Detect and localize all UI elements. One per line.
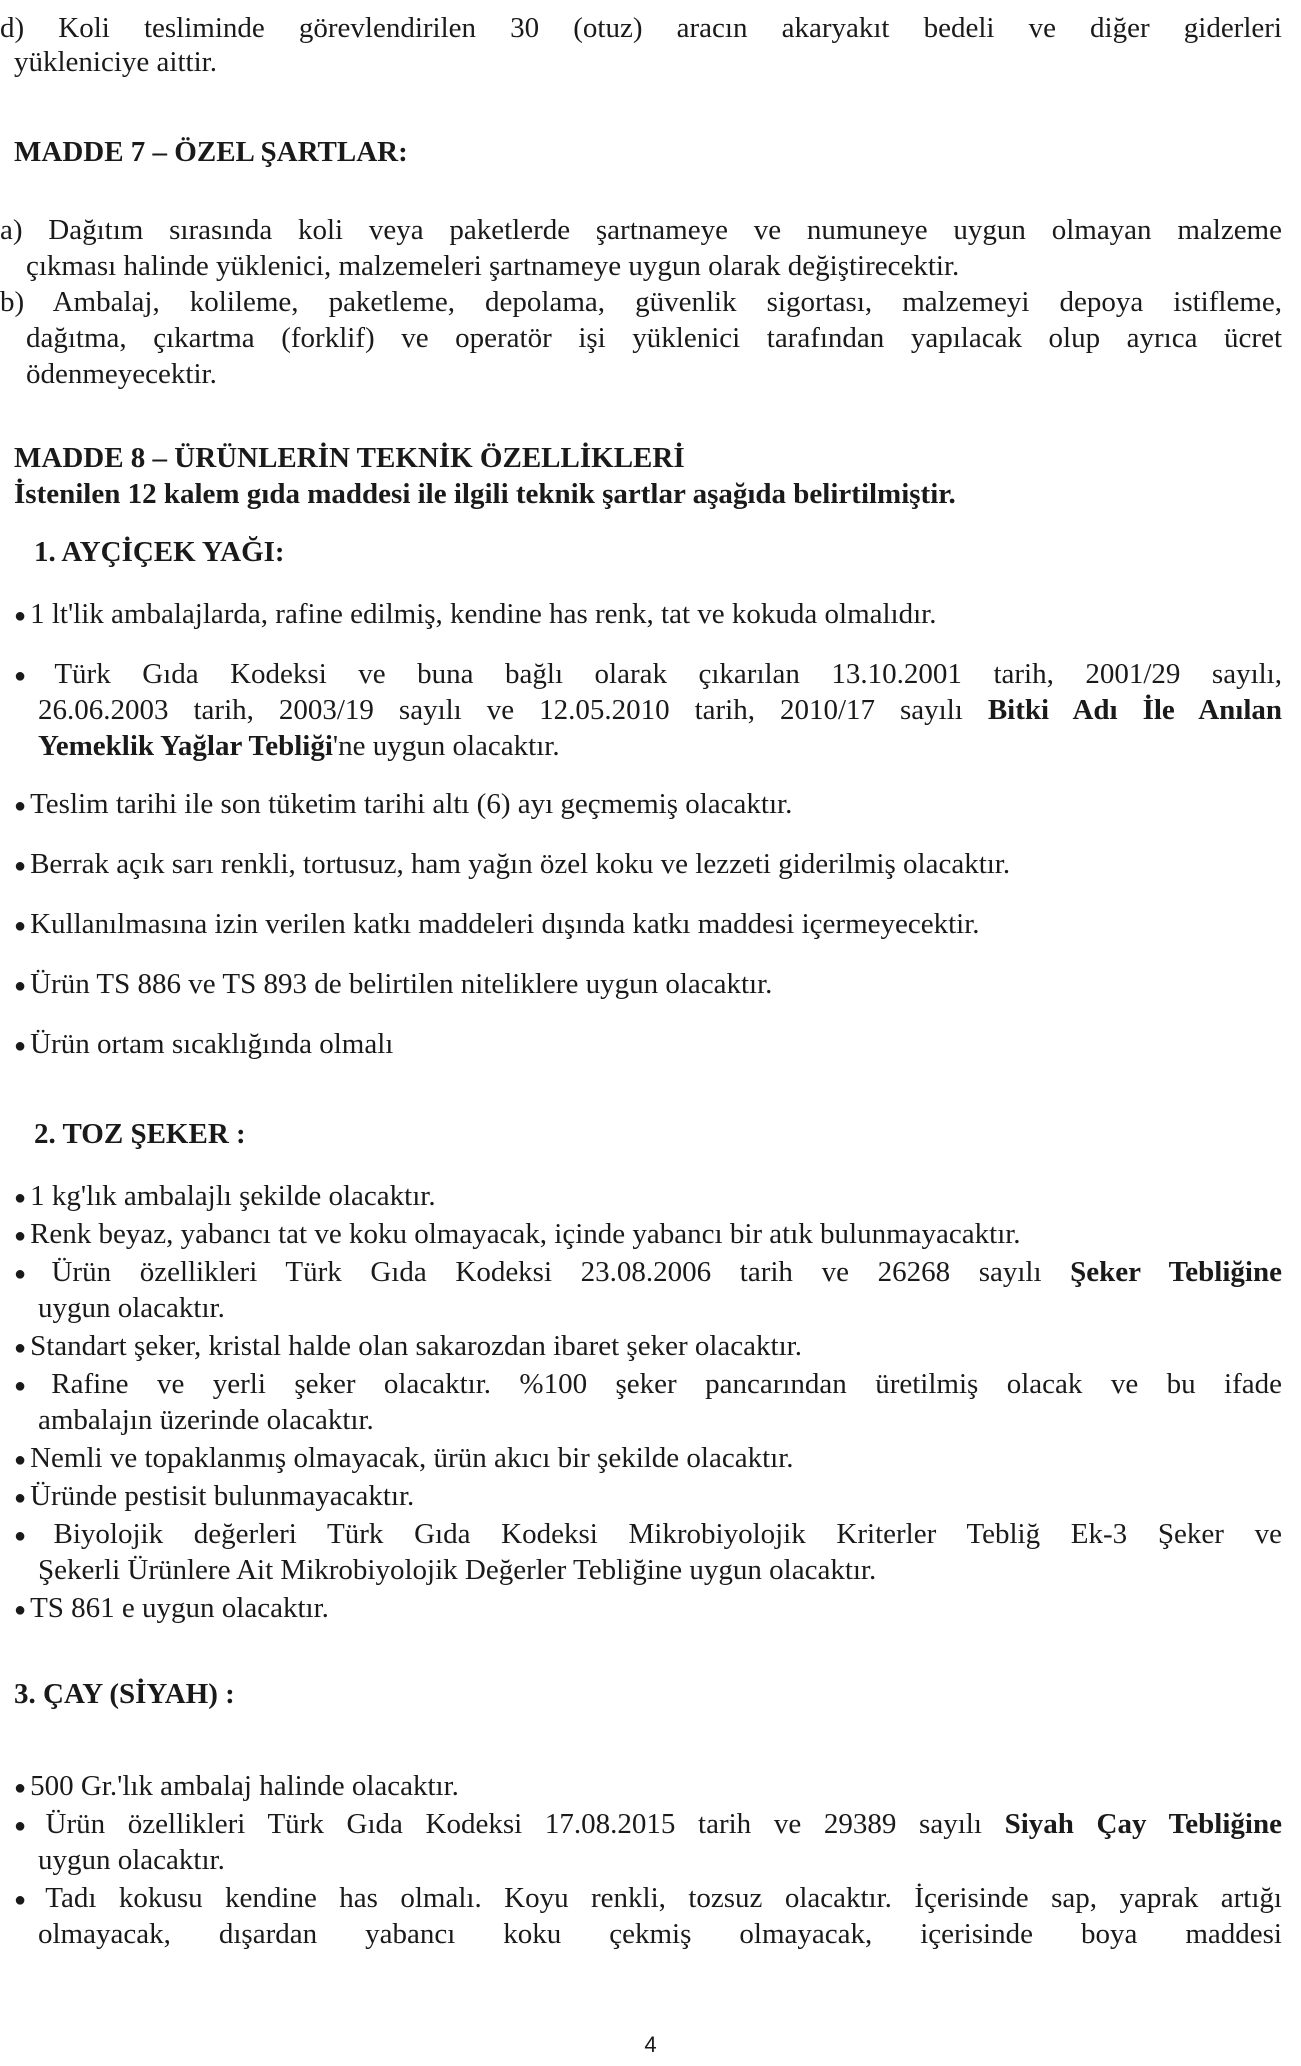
list-item: ● 1 kg'lık ambalajlı şekilde olacaktır. [14, 1180, 436, 1212]
bullet-icon: ● [14, 1487, 27, 1510]
bullet-icon: ● [14, 665, 51, 688]
product-title-sunflower-oil: 1. AYÇİÇEK YAĞI: [34, 536, 285, 568]
bullet-icon: ● [14, 1599, 27, 1622]
list-item: ● Kullanılmasına izin verilen katkı maddeleri dışında katkı maddesi içermeyecektir. [14, 908, 980, 940]
bullet-icon: ● [14, 1337, 27, 1360]
list-item: ● Rafine ve yerli şeker olacaktır. %100 şeker pancarından üretilmiş olacak ve bu ifade [14, 1368, 1282, 1400]
list-item-continuation: Şekerli Ürünlere Ait Mikrobiyolojik Değerler Tebliğine uygun olacaktır. [38, 1554, 877, 1586]
paragraph-line: dağıtma, çıkartma (forklif) ve operatör işi yüklenici tarafından yapılacak olup ayrıca ücret [26, 322, 1282, 354]
list-item-continuation: olmayacak, dışardan yabancı koku çekmiş olmayacak, içerisinde boya maddesi [38, 1918, 1282, 1950]
list-item: ● Nemli ve topaklanmış olmayacak, ürün akıcı bir şekilde olacaktır. [14, 1442, 794, 1474]
list-item: ● Ürün TS 886 ve TS 893 de belirtilen niteliklere uygun olacaktır. [14, 968, 773, 1000]
paragraph-line: ödenmeyecektir. [26, 358, 217, 390]
bullet-icon: ● [14, 855, 27, 878]
bullet-icon: ● [14, 1263, 48, 1286]
section-intro: İstenilen 12 kalem gıda maddesi ile ilgili teknik şartlar aşağıda belirtilmiştir. [14, 478, 956, 510]
list-item-continuation: ambalajın üzerinde olacaktır. [38, 1404, 374, 1436]
product-title-black-tea: 3. ÇAY (SİYAH) : [14, 1678, 235, 1710]
paragraph-line: yükleniciye aittir. [14, 46, 217, 78]
bullet-icon: ● [14, 1375, 48, 1398]
bullet-icon: ● [14, 605, 27, 628]
page-number: 4 [644, 2032, 657, 2057]
section-heading-madde-7: MADDE 7 – ÖZEL ŞARTLAR: [14, 136, 408, 168]
list-item: ● Türk Gıda Kodeksi ve buna bağlı olarak çıkarılan 13.10.2001 tarih, 2001/29 sayılı, [14, 658, 1282, 690]
list-item: ● 500 Gr.'lık ambalaj halinde olacaktır. [14, 1770, 459, 1802]
bullet-icon: ● [14, 1225, 27, 1248]
list-item: ● Standart şeker, kristal halde olan sakarozdan ibaret şeker olacaktır. [14, 1330, 802, 1362]
list-item: ● TS 861 e uygun olacaktır. [14, 1592, 329, 1624]
bullet-icon: ● [14, 1449, 27, 1472]
bullet-icon: ● [14, 975, 27, 998]
list-item-continuation: uygun olacaktır. [38, 1292, 225, 1324]
paragraph-line: çıkması halinde yüklenici, malzemeleri şartnameye uygun olarak değiştirecektir. [26, 250, 960, 282]
bullet-icon: ● [14, 1815, 42, 1838]
bullet-icon: ● [14, 1187, 27, 1210]
bullet-icon: ● [14, 1525, 50, 1548]
bullet-icon: ● [14, 795, 27, 818]
list-item: ● Üründe pestisit bulunmayacaktır. [14, 1480, 415, 1512]
list-item: ● Berrak açık sarı renkli, tortusuz, ham yağın özel koku ve lezzeti giderilmiş olacaktır. [14, 848, 1011, 880]
list-item: ● Tadı kokusu kendine has olmalı. Koyu renkli, tozsuz olacaktır. İçerisinde sap, yaprak artığı [14, 1882, 1282, 1914]
list-item: ● Biyolojik değerleri Türk Gıda Kodeksi Mikrobiyolojik Kriterler Tebliğ Ek-3 Şeker ve [14, 1518, 1282, 1550]
list-item: ● 1 lt'lik ambalajlarda, rafine edilmiş, kendine has renk, tat ve kokuda olmalıdır. [14, 598, 937, 630]
list-item-continuation: Yemeklik Yağlar Tebliği'ne uygun olacaktır. [38, 730, 560, 762]
bullet-icon: ● [14, 1889, 42, 1912]
bullet-icon: ● [14, 1035, 27, 1058]
list-item: ● Ürün özellikleri Türk Gıda Kodeksi 17.08.2015 tarih ve 29389 sayılı Siyah Çay Tebliğine [14, 1808, 1282, 1840]
paragraph-line: b) Ambalaj, kolileme, paketleme, depolama, güvenlik sigortası, malzemeyi depoya istifleme, [0, 286, 1282, 318]
list-item: ● Ürün ortam sıcaklığında olmalı [14, 1028, 394, 1060]
bullet-icon: ● [14, 915, 27, 938]
paragraph-line: d) Koli tesliminde görevlendirilen 30 (otuz) aracın akaryakıt bedeli ve diğer giderleri [0, 12, 1282, 44]
paragraph-line: a) Dağıtım sırasında koli veya paketlerde şartnameye ve numuneye uygun olmayan malzeme [0, 214, 1282, 246]
list-item: ● Renk beyaz, yabancı tat ve koku olmayacak, içinde yabancı bir atık bulunmayacaktır. [14, 1218, 1021, 1250]
list-item-continuation: 26.06.2003 tarih, 2003/19 sayılı ve 12.05.2010 tarih, 2010/17 sayılı Bitki Adı İle Anılan [38, 694, 1283, 726]
section-heading-madde-8: MADDE 8 – ÜRÜNLERİN TEKNİK ÖZELLİKLERİ [14, 442, 685, 474]
bullet-icon: ● [14, 1777, 27, 1800]
list-item: ● Ürün özellikleri Türk Gıda Kodeksi 23.08.2006 tarih ve 26268 sayılı Şeker Tebliğine [14, 1256, 1282, 1288]
list-item: ● Teslim tarihi ile son tüketim tarihi altı (6) ayı geçmemiş olacaktır. [14, 788, 793, 820]
product-title-sugar: 2. TOZ ŞEKER : [34, 1118, 246, 1150]
list-item-continuation: uygun olacaktır. [38, 1844, 225, 1876]
